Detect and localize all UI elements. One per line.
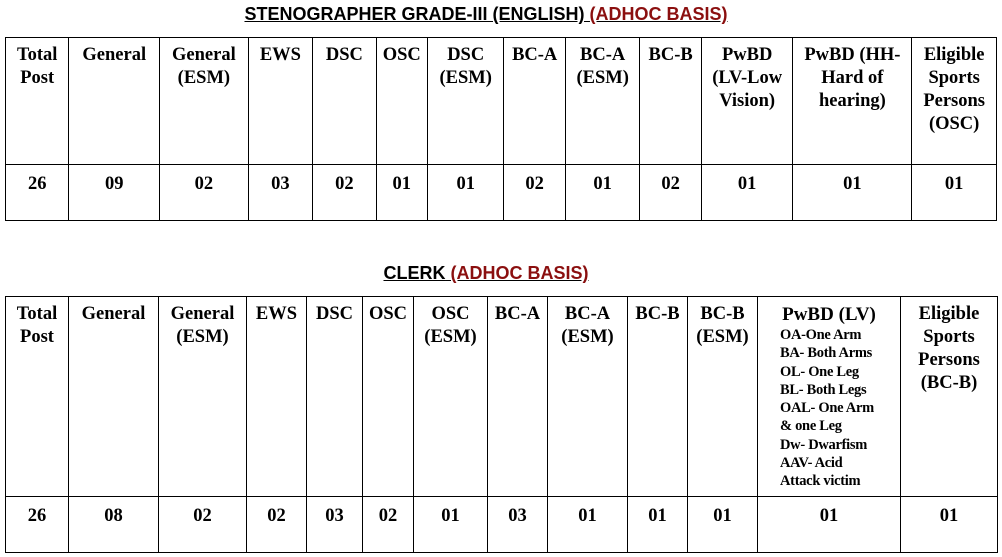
value-cell: 01 bbox=[701, 165, 793, 221]
header-cell: EWS bbox=[248, 38, 312, 165]
header-cell: BC-A bbox=[488, 297, 548, 497]
value-cell: 01 bbox=[901, 497, 998, 553]
pwbd-header-cell bbox=[758, 297, 901, 497]
header-cell: DSC (ESM) bbox=[427, 38, 504, 165]
header-cell: DSC bbox=[313, 38, 376, 165]
section-title-stenographer bbox=[0, 4, 972, 25]
value-cell: 01 bbox=[912, 165, 997, 221]
header-cell: BC-A (ESM) bbox=[548, 297, 628, 497]
value-cell: 02 bbox=[640, 165, 701, 221]
value-cell: 08 bbox=[69, 497, 159, 553]
header-cell: EWS bbox=[247, 297, 307, 497]
pwbd-list-item: BL- Both Legs bbox=[780, 381, 867, 398]
pwbd-list-item: AAV- Acid bbox=[780, 455, 843, 472]
value-cell: 01 bbox=[793, 165, 912, 221]
header-cell: BC-A bbox=[504, 38, 565, 165]
value-cell: 02 bbox=[159, 497, 247, 553]
value-cell: 02 bbox=[313, 165, 376, 221]
header-cell: OSC bbox=[363, 297, 414, 497]
value-cell: 26 bbox=[6, 497, 69, 553]
value-cell: 01 bbox=[376, 165, 427, 221]
value-cell: 02 bbox=[504, 165, 565, 221]
value-cell: 26 bbox=[6, 165, 69, 221]
pwbd-list-item: & one Leg bbox=[780, 418, 842, 435]
header-cell: PwBD (LV-Low Vision) bbox=[701, 38, 793, 165]
header-row bbox=[6, 38, 997, 165]
pwbd-list-item: Attack victim bbox=[780, 473, 861, 490]
value-cell: 02 bbox=[363, 497, 414, 553]
value-cell: 03 bbox=[307, 497, 363, 553]
section-title-clerk bbox=[0, 263, 972, 284]
clerk-vacancy-table bbox=[5, 296, 998, 553]
pwbd-list-item: OAL- One Arm bbox=[780, 400, 874, 417]
value-cell: 09 bbox=[69, 165, 160, 221]
stenographer-vacancy-table bbox=[5, 37, 997, 221]
header-cell: BC-A (ESM) bbox=[565, 38, 640, 165]
header-cell: BC-B (ESM) bbox=[688, 297, 758, 497]
value-cell: 02 bbox=[160, 165, 249, 221]
pwbd-list-item: OA-One Arm bbox=[780, 327, 862, 343]
header-cell: OSC bbox=[376, 38, 427, 165]
pwbd-list-item: Dw- Dwarfism bbox=[780, 436, 868, 453]
section-title-basis: (ADHOC BASIS) bbox=[450, 263, 589, 283]
header-cell: Eligible Sports Persons (BC-B) bbox=[901, 297, 998, 497]
section-title-main: CLERK bbox=[383, 263, 446, 283]
value-cell: 01 bbox=[688, 497, 758, 553]
header-cell: Total Post bbox=[6, 38, 69, 165]
header-cell: BC-B bbox=[628, 297, 688, 497]
pwbd-disability-list bbox=[760, 326, 898, 491]
value-row bbox=[6, 497, 998, 553]
header-cell: General (ESM) bbox=[160, 38, 249, 165]
value-cell: 01 bbox=[548, 497, 628, 553]
header-cell: General bbox=[69, 297, 159, 497]
value-cell: 01 bbox=[427, 165, 504, 221]
section-title-main: STENOGRAPHER GRADE-III (ENGLISH) bbox=[244, 4, 585, 24]
value-cell: 03 bbox=[248, 165, 312, 221]
pwbd-list-item: OL- One Leg bbox=[780, 363, 859, 380]
header-cell: Eligible Sports Persons (OSC) bbox=[912, 38, 997, 165]
header-cell: BC-B bbox=[640, 38, 701, 165]
value-cell: 01 bbox=[628, 497, 688, 553]
pwbd-list-item: BA- Both Arms bbox=[780, 345, 872, 362]
header-cell: DSC bbox=[307, 297, 363, 497]
header-row bbox=[6, 297, 998, 497]
value-cell: 01 bbox=[565, 165, 640, 221]
header-cell: PwBD (HH-Hard of hearing) bbox=[793, 38, 912, 165]
header-cell: General (ESM) bbox=[159, 297, 247, 497]
value-row bbox=[6, 165, 997, 221]
header-cell: Total Post bbox=[6, 297, 69, 497]
header-cell: General bbox=[69, 38, 160, 165]
value-cell: 01 bbox=[414, 497, 488, 553]
section-title-basis: (ADHOC BASIS) bbox=[589, 4, 728, 24]
value-cell: 02 bbox=[247, 497, 307, 553]
value-cell: 01 bbox=[758, 497, 901, 553]
header-cell: OSC (ESM) bbox=[414, 297, 488, 497]
value-cell: 03 bbox=[488, 497, 548, 553]
pwbd-title: PwBD (LV) bbox=[782, 304, 876, 325]
